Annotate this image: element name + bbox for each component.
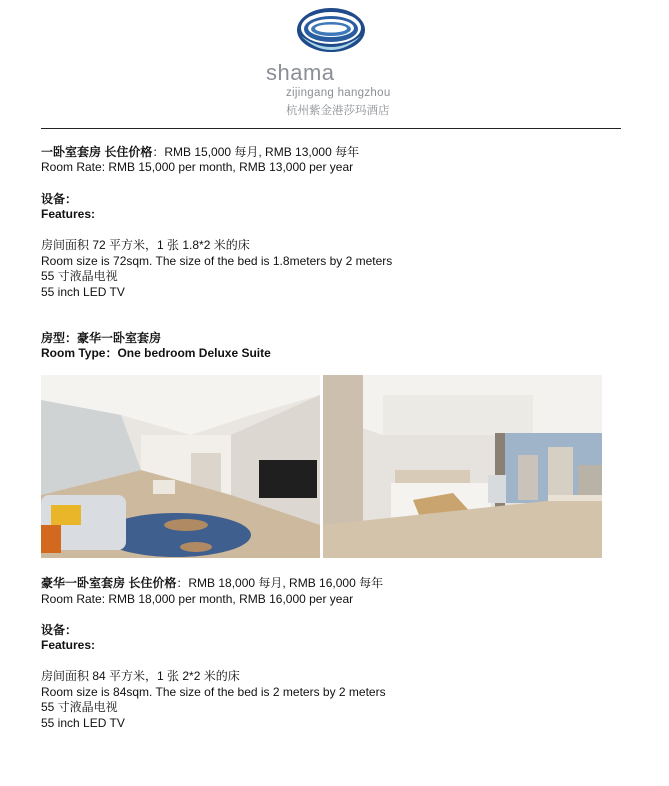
section1-features-en: Features: [41,207,96,221]
section1-price-line [41,145,359,160]
section2-size-cn: 房间面积 84 平方米，1 张 2*2 米的床 [41,669,240,683]
section2-price-title: 豪华一卧室套房 长住价格 [41,576,177,590]
section2-price-line [41,576,383,591]
brand-location: zijingang hangzhou [286,87,391,99]
bedroom-photo [323,375,602,558]
section2-features-en: Features: [41,638,96,652]
section2-size-en: Room size is 84sqm. The size of the bed is 2 meters by 2 meters [41,685,386,699]
section2-features-cn: 设备： [41,623,78,637]
shama-logo-icon [295,6,367,56]
section1-features-cn: 设备： [41,192,78,206]
brand-chinese-name: 杭州紫金港莎玛酒店 [286,105,390,117]
section2-tv-cn: 55 寸液晶电视 [41,700,118,714]
section1-price-cn: ：RMB 15,000 每月, RMB 13,000 每年 [152,145,360,159]
section1-tv-en: 55 inch LED TV [41,285,125,299]
brand-name: shama [266,60,335,85]
section1-rate-en: Room Rate: RMB 15,000 per month, RMB 13,000 per year [41,160,354,174]
section2-tv-en: 55 inch LED TV [41,716,125,730]
section2-room-type-en: Room Type：One bedroom Deluxe Suite [41,346,271,360]
living-room-photo [41,375,320,558]
section2-rate-en: Room Rate: RMB 18,000 per month, RMB 16,000 per year [41,592,354,606]
section1-tv-cn: 55 寸液晶电视 [41,269,118,283]
section1-price-title: 一卧室套房 长住价格 [41,145,153,159]
section2-price-cn: ：RMB 18,000 每月, RMB 16,000 每年 [176,576,384,590]
section1-size-en: Room size is 72sqm. The size of the bed is 1.8meters by 2 meters [41,254,393,268]
header-divider [41,128,621,129]
section2-room-type-cn: 房型：豪华一卧室套房 [41,331,162,345]
section1-size-cn: 房间面积 72 平方米，1 张 1.8*2 米的床 [41,238,250,252]
